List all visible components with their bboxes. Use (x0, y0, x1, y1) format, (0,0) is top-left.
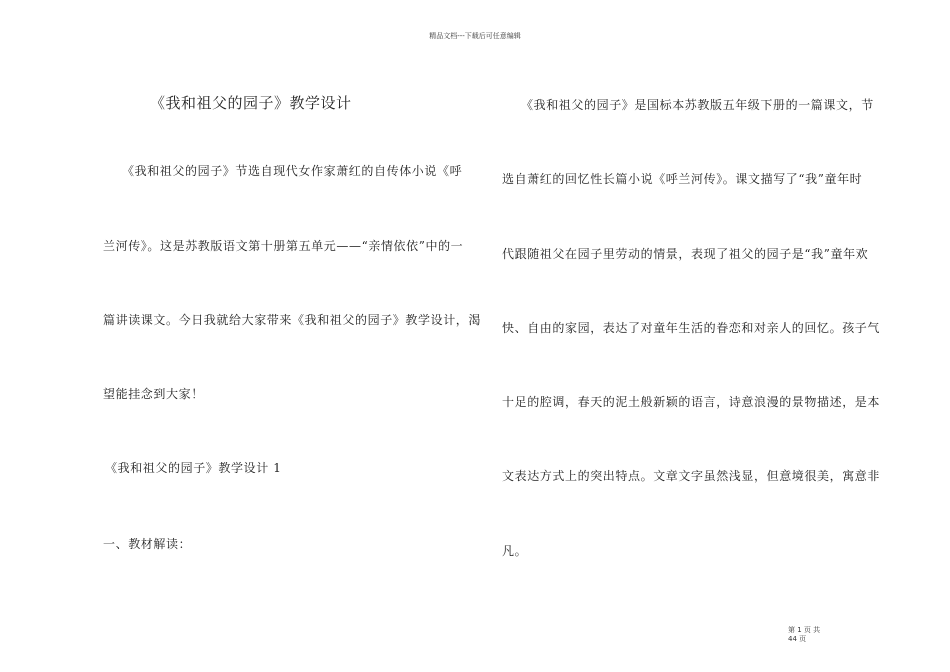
header-note: 精品文档---下载后可任意编辑 (429, 32, 521, 40)
paragraph-line: 十足的腔调，春天的泥土般新颖的语言，诗意浪漫的景物描述，是本 (502, 395, 881, 409)
paragraph-line: 兰河传》。这是苏教版语文第十册第五单元——“亲情依依”中的一 (103, 239, 464, 253)
section-heading: 《我和祖父的园子》教学设计 1 (105, 461, 282, 475)
paragraph-line: 望能挂念到大家！ (103, 387, 204, 401)
paragraph-line: 选自萧红的回忆性长篇小说《呼兰河传》。课文描写了“我”童年时 (502, 172, 863, 186)
section-heading: 一、教材解读： (103, 537, 192, 551)
paragraph-line: 代跟随祖父在园子里劳动的情景，表现了祖父的园子是“我”童年欢 (502, 247, 869, 261)
page-number: 第 1 页 共 44 页 (788, 626, 821, 643)
paragraph-line: 篇讲读课文。今日我就给大家带来《我和祖父的园子》教学设计，渴 (103, 313, 482, 327)
paragraph-line: 文表达方式上的突出特点。文章文字虽然浅显，但意境很美，寓意非 (502, 469, 881, 483)
document-title: 《我和祖父的园子》教学设计 (150, 94, 352, 112)
paragraph-line: 《我和祖父的园子》是国标本苏教版五年级下册的一篇课文，节 (521, 98, 874, 112)
paragraph-line: 凡。 (502, 544, 528, 558)
paragraph-line: 《我和祖父的园子》节选自现代女作家萧红的自传体小说《呼 (122, 164, 463, 178)
paragraph-line: 快、自由的家园，表达了对童年生活的眷恋和对亲人的回忆。孩子气 (502, 321, 881, 335)
